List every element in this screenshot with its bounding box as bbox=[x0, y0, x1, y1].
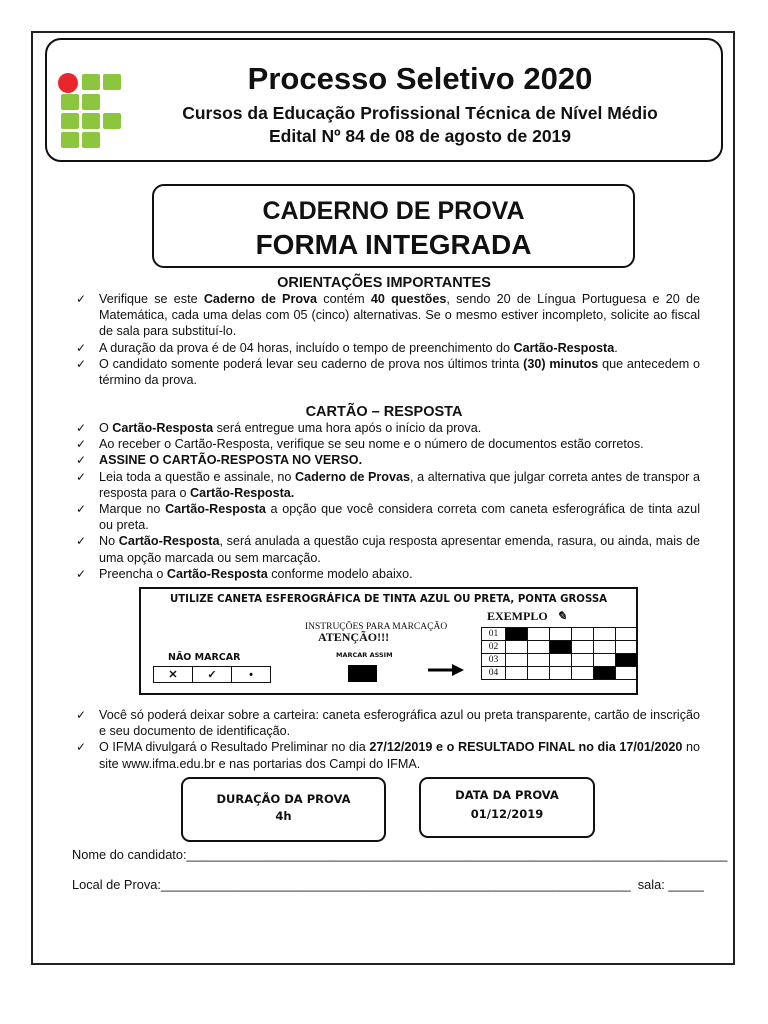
bad-marks-example bbox=[153, 666, 271, 683]
list-item bbox=[70, 739, 700, 771]
grid-row-label: 04 bbox=[482, 667, 506, 680]
list-item bbox=[70, 340, 700, 356]
caderno-title: CADERNO DE PROVA bbox=[262, 197, 525, 225]
caderno-subtitle: FORMA INTEGRADA bbox=[255, 229, 532, 260]
duracao-value: 4h bbox=[275, 809, 292, 823]
answer-card-instructions: INSTRUÇÕES PARA MARCAÇÃO bbox=[305, 622, 448, 632]
checkmark-icon: ✓ bbox=[76, 740, 87, 755]
grid-bubble bbox=[506, 628, 528, 641]
list-item-text: Você só poderá deixar sobre a carteira: caneta esferográfica azul ou preta transparente, cartão de inscrição e seu documento de identificação. bbox=[99, 708, 700, 739]
grid-row-label: 03 bbox=[482, 654, 506, 667]
checkmark-icon: ✓ bbox=[76, 502, 87, 517]
checkmark-icon: ✓ bbox=[76, 534, 87, 549]
grid-row bbox=[482, 667, 638, 680]
check-mark-icon: ✓ bbox=[193, 667, 232, 682]
grid-bubble bbox=[528, 641, 550, 654]
grid-bubble bbox=[572, 667, 594, 680]
grid-bubble bbox=[550, 654, 572, 667]
checkmark-icon: ✓ bbox=[76, 340, 87, 355]
checkmark-icon: ✓ bbox=[76, 292, 87, 306]
list-item-text: Ao receber o Cartão-Resposta, verifique se seu nome e o número de documentos estão corretos. bbox=[99, 437, 644, 452]
answer-card-title: UTILIZE CANETA ESFEROGRÁFICA DE TINTA AZUL OU PRETA, PONTA GROSSA bbox=[169, 594, 608, 605]
list-item-text: Verifique se este Caderno de Prova contém 40 questões, sendo 20 de Língua Portuguesa e 20 de Matemática, cada uma delas com 05 (cinco) alternativas. Se o mesmo estiver incompleto, solicite ao fiscal de sala para substituí-lo. bbox=[99, 292, 700, 339]
list-item bbox=[70, 707, 700, 739]
list-item-text: A duração da prova é de 04 horas, incluído o tempo de preenchimento do Cartão-Resposta. bbox=[99, 340, 618, 355]
checkmark-icon: ✓ bbox=[76, 453, 87, 468]
checkmark-icon: ✓ bbox=[76, 437, 87, 452]
marcar-assim-label: MARCAR ASSIM bbox=[336, 651, 393, 659]
orientacoes-title: ORIENTAÇÕES IMPORTANTES bbox=[277, 275, 491, 291]
exemplo-text: EXEMPLO bbox=[487, 609, 548, 623]
grid-row bbox=[482, 628, 638, 641]
list-item bbox=[70, 356, 700, 388]
page-title: Processo Seletivo 2020 bbox=[247, 61, 593, 96]
checkmark-icon: ✓ bbox=[76, 708, 87, 722]
grid-bubble bbox=[550, 641, 572, 654]
ifma-logo-icon bbox=[57, 72, 123, 150]
list-item bbox=[70, 533, 700, 565]
local-prova-field[interactable]: Local de Prova:__________________________________________________________________ sala: _____ bbox=[72, 877, 704, 892]
list-item bbox=[70, 420, 700, 436]
arrow-right-icon bbox=[428, 662, 464, 678]
grid-row-label: 01 bbox=[482, 628, 506, 641]
checkmark-icon: ✓ bbox=[76, 421, 87, 435]
grid-bubble bbox=[616, 628, 638, 641]
grid-bubble bbox=[550, 628, 572, 641]
list-item bbox=[70, 452, 700, 468]
pencil-icon: ✎ bbox=[556, 609, 567, 623]
cartao-title: CARTÃO – RESPOSTA bbox=[305, 404, 463, 420]
grid-bubble bbox=[572, 654, 594, 667]
grid-bubble bbox=[616, 641, 638, 654]
grid-bubble bbox=[506, 667, 528, 680]
list-item-text: Leia toda a questão e assinale, no Caderno de Provas, a alternativa que julgar correta antes de transpor a resposta para o Cartão-Resposta. bbox=[99, 469, 700, 500]
data-value: 01/12/2019 bbox=[470, 807, 544, 821]
list-item-text: Marque no Cartão-Resposta a opção que você considera correta com caneta esferográfica de tinta azul ou preta. bbox=[99, 502, 700, 533]
filled-mark-example bbox=[348, 665, 377, 682]
list-item bbox=[70, 501, 700, 533]
grid-row-label: 02 bbox=[482, 641, 506, 654]
list-item bbox=[70, 566, 700, 582]
grid-bubble bbox=[594, 628, 616, 641]
exemplo-label bbox=[487, 609, 567, 624]
list-item bbox=[70, 436, 700, 452]
grid-bubble bbox=[550, 667, 572, 680]
grid-bubble bbox=[528, 628, 550, 641]
cartao-list bbox=[70, 420, 700, 582]
list-item-text: Preencha o Cartão-Resposta conforme modelo abaixo. bbox=[99, 566, 413, 581]
grid-bubble bbox=[572, 641, 594, 654]
header-edital: Edital Nº 84 de 08 de agosto de 2019 bbox=[268, 126, 572, 146]
grid-bubble bbox=[616, 654, 638, 667]
extra-list bbox=[70, 707, 700, 772]
x-mark-icon: ✕ bbox=[154, 667, 193, 682]
grid-row bbox=[482, 641, 638, 654]
dot-mark-icon: • bbox=[249, 668, 253, 681]
orientacoes-list bbox=[70, 291, 700, 388]
answer-card-atencao: ATENÇÃO!!! bbox=[318, 630, 390, 644]
grid-bubble bbox=[594, 641, 616, 654]
checkmark-icon: ✓ bbox=[76, 566, 87, 581]
grid-bubble bbox=[528, 667, 550, 680]
list-item-text: O candidato somente poderá levar seu caderno de prova nos últimos trinta (30) minutos que antecedem o término da prova. bbox=[99, 356, 700, 388]
list-item-text: ASSINE O CARTÃO-RESPOSTA NO VERSO. bbox=[99, 453, 363, 468]
list-item-text: O IFMA divulgará o Resultado Preliminar no dia 27/12/2019 e o RESULTADO FINAL no dia 17/01/2020 no site www.ifma.edu.br e nas portarias dos Campi do IFMA. bbox=[99, 740, 700, 771]
duracao-label: DURAÇÃO DA PROVA bbox=[216, 792, 351, 806]
nao-marcar-label: NÃO MARCAR bbox=[168, 652, 241, 663]
list-item-text: No Cartão-Resposta, será anulada a questão cuja resposta apresentar emenda, rasura, ou ainda, mais de uma opção marcada ou sem marcação. bbox=[99, 534, 700, 565]
nome-candidato-field[interactable]: Nome do candidato:____________________________________________________________________________ bbox=[72, 847, 728, 862]
grid-bubble bbox=[506, 654, 528, 667]
grid-bubble bbox=[572, 628, 594, 641]
list-item bbox=[70, 469, 700, 501]
grid-bubble bbox=[594, 654, 616, 667]
grid-bubble bbox=[528, 654, 550, 667]
grid-bubble bbox=[616, 667, 638, 680]
checkmark-icon: ✓ bbox=[76, 469, 87, 484]
example-answer-grid bbox=[481, 627, 638, 680]
grid-row bbox=[482, 654, 638, 667]
grid-bubble bbox=[594, 667, 616, 680]
list-item bbox=[70, 291, 700, 340]
checkmark-icon: ✓ bbox=[76, 356, 87, 371]
grid-bubble bbox=[506, 641, 528, 654]
data-label: DATA DA PROVA bbox=[455, 788, 559, 802]
header-subtitle: Cursos da Educação Profissional Técnica de Nível Médio bbox=[182, 103, 658, 123]
list-item-text: O Cartão-Resposta será entregue uma hora após o início da prova. bbox=[99, 421, 482, 435]
